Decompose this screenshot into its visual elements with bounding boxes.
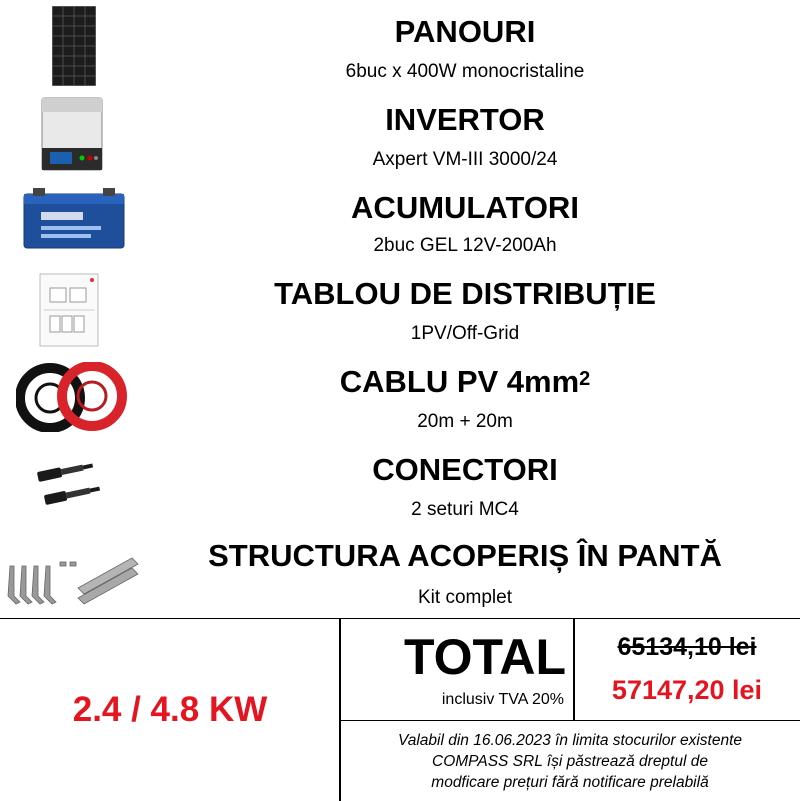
old-price: 65134,10 lei [617, 633, 757, 661]
vat-note: inclusiv TVA 20% [441, 691, 564, 708]
item-subtitle: 6buc x 400W monocristaline [345, 61, 585, 82]
item-panouri [0, 0, 800, 88]
cable-roll-icon [16, 362, 128, 437]
note-line: Valabil din 16.06.2023 în limita stocurilor existente [397, 731, 743, 749]
item-subtitle: Kit complet [418, 587, 512, 608]
item-subtitle: Axpert VM-III 3000/24 [372, 149, 558, 170]
item-title: PANOURI [394, 14, 536, 49]
item-title: CONECTORI [372, 452, 558, 487]
note-line: modficare prețuri fără notificare prelabilă [431, 773, 709, 791]
distribution-board-icon [38, 272, 100, 353]
solar-panel-icon [52, 6, 96, 91]
item-title: INVERTOR [385, 102, 545, 137]
new-price: 57147,20 lei [611, 675, 763, 705]
item-title: ACUMULATORI [351, 190, 579, 225]
item-subtitle: 2 seturi MC4 [411, 499, 519, 520]
roof-mount-kit-icon [4, 554, 140, 617]
validity-note [340, 720, 800, 801]
note-line: COMPASS SRL își păstrează dreptul de [432, 752, 708, 770]
battery-icon [23, 188, 125, 255]
item-conectori [0, 438, 800, 526]
power-rating: 2.4 / 4.8 KW [72, 690, 268, 729]
item-subtitle: 20m + 20m [417, 411, 513, 432]
item-title: CABLU PV $4mm^2$ [339, 364, 591, 399]
item-subtitle: 1PV/Off-Grid [410, 323, 520, 344]
item-title: TABLOU DE DISTRIBUȚIE [274, 276, 656, 311]
price-summary [0, 618, 800, 800]
item-title: STRUCTURA ACOPERIȘ ÎN PANTĂ [208, 538, 722, 573]
item-tablou [0, 262, 800, 350]
item-structura [0, 526, 800, 618]
mc4-connector-icon [34, 454, 102, 519]
item-cablu [0, 350, 800, 438]
item-subtitle: 2buc GEL 12V-200Ah [373, 235, 557, 256]
total-label: TOTAL [403, 629, 566, 685]
item-invertor [0, 88, 800, 176]
item-acumulatori [0, 176, 800, 262]
inverter-icon [40, 96, 104, 177]
